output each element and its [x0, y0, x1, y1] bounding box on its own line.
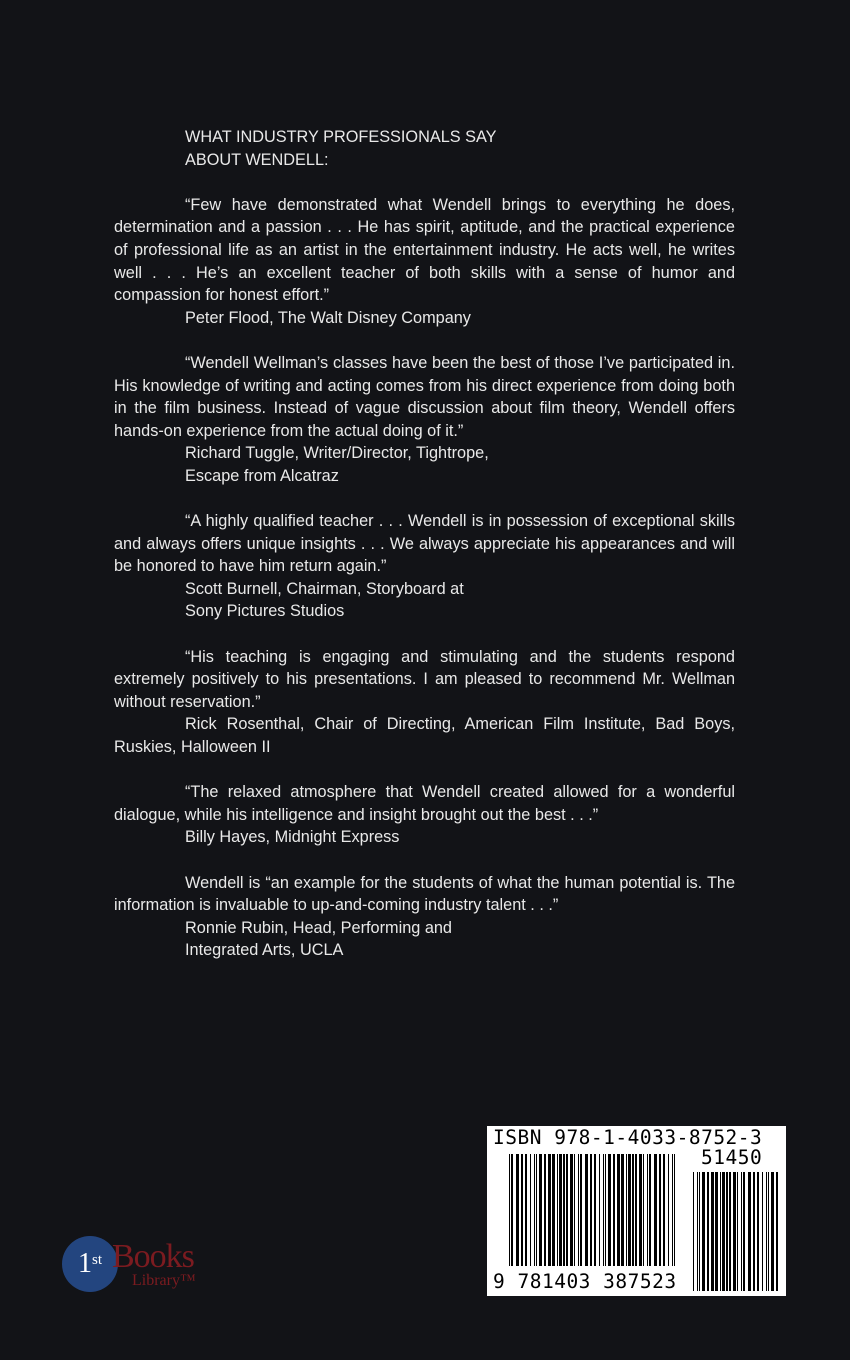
attribution-line: Integrated Arts, UCLA	[185, 941, 344, 960]
section-heading	[114, 126, 735, 171]
logo-superscript: st	[91, 1252, 102, 1268]
attribution-line: Richard Tuggle, Writer/Director, Tightrope,	[185, 444, 489, 463]
isbn-barcode	[487, 1126, 786, 1296]
testimonial-quote: “Few have demonstrated what Wendell brings to everything he does, determination and a passion . . . He has spirit, aptitude, and the practical experience of professional life as an artist in the entertainment industry. He acts well, he writes well . . . He’s an excellent teacher of both skills with a sense of humor and compassion for honest effort.”	[114, 195, 735, 305]
testimonial-quote: Wendell is “an example for the students of what the human potential is. The information is invaluable to up-and-coming industry talent . . .”	[114, 873, 735, 915]
testimonial-quote: “Wendell Wellman’s classes have been the best of those I’ve participated in. His knowledge of writing and acting comes from his direct experience from doing both in the film business. Instead of vague discussion about film theory, Wendell offers hands-on experience from the actual doing of it.”	[114, 353, 735, 440]
testimonial-attribution	[114, 442, 735, 487]
heading-line-2: ABOUT WENDELL:	[185, 150, 329, 169]
testimonial-rick-rosenthal	[114, 646, 735, 759]
attribution-line: Escape from Alcatraz	[185, 466, 339, 485]
attribution-line: Peter Flood, The Walt Disney Company	[185, 308, 471, 327]
logo-books-text: Books	[112, 1238, 194, 1275]
testimonial-ronnie-rubin	[114, 872, 735, 962]
testimonial-attribution	[114, 826, 735, 849]
logo-number: 1	[77, 1248, 92, 1279]
attribution-line: Ronnie Rubin, Head, Performing and	[185, 918, 452, 937]
attribution-line: Sony Pictures Studios	[185, 602, 345, 621]
publisher-logo	[62, 1236, 222, 1306]
price-code: 51450	[701, 1146, 763, 1169]
testimonial-attribution	[114, 307, 735, 330]
testimonial-attribution: Rick Rosenthal, Chair of Directing, American Film Institute, Bad Boys, Ruskies, Halloween II	[114, 715, 735, 757]
testimonial-attribution	[114, 917, 735, 962]
heading-line-1: WHAT INDUSTRY PROFESSIONALS SAY	[185, 128, 497, 146]
ean-digits: 9 781403 387523	[493, 1270, 677, 1293]
attribution-line: Billy Hayes, Midnight Express	[185, 828, 400, 847]
attribution-line: Scott Burnell, Chairman, Storyboard at	[185, 579, 464, 598]
testimonial-quote: “His teaching is engaging and stimulating and the students respond extremely positively to his presentations. I am pleased to recommend Mr. Wellman without reservation.”	[114, 647, 735, 711]
testimonial-attribution	[114, 578, 735, 623]
testimonial-quote: “A highly qualified teacher . . . Wendell is in possession of exceptional skills and always offers unique insights . . . We always appreciate his appearances and will be honored to have him return again.”	[114, 512, 735, 576]
isbn-label: ISBN 978-1-4033-8752-3	[493, 1126, 763, 1149]
logo-library-text: Library™	[132, 1272, 196, 1289]
testimonial-richard-tuggle	[114, 352, 735, 488]
back-cover-text	[114, 126, 735, 962]
testimonial-billy-hayes	[114, 781, 735, 849]
testimonial-scott-burnell	[114, 510, 735, 623]
logo-circle-icon	[62, 1236, 118, 1292]
testimonial-quote: “The relaxed atmosphere that Wendell created allowed for a wonderful dialogue, while his intelligence and insight brought out the best . . .”	[114, 783, 735, 824]
testimonial-peter-flood	[114, 194, 735, 330]
